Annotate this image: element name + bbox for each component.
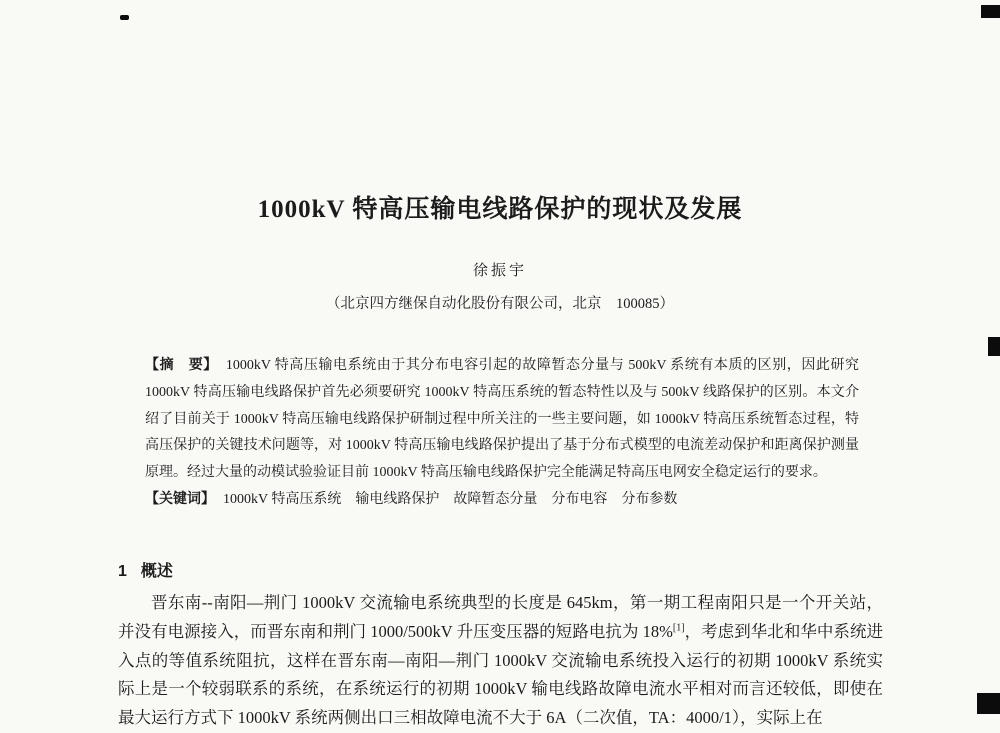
scan-artifact-bottom-right bbox=[977, 693, 1000, 714]
scan-artifact-top-right bbox=[981, 5, 1000, 18]
paper-author: 徐振宇 bbox=[472, 263, 527, 279]
paper-title: 1000kV 特高压输电线路保护的现状及发展 bbox=[257, 196, 743, 223]
paragraph-text-after-citation: ，考虑到华北和华中系统进入点的等值系统阻抗，这样在晋东南—南阳—荆门 1000kV 交流输电系统投入运行的初期 1000kV 系统实际上是一个较弱联系的系统，在系统运行的初期 1000kV 输电线路故障电流水平相对而言还较低，即使在最大运行方式下 1000kV 系统两侧出口三相故障电流不大于 6A（二次值，TA：4000/1），实际上在 bbox=[118, 621, 884, 728]
paragraph-text-before-citation: 晋东南--南阳—荆门 1000kV 交流输电系统典型的长度是 645km，第一期工程南阳只是一个开关站，并没有电源接入，而晋东南和荆门 1000/500kV 升压变压器的短路电抗为 18% bbox=[118, 593, 883, 641]
scan-artifact-right-edge bbox=[988, 337, 1000, 356]
paper-affiliation: （北京四方继保自动化股份有限公司，北京 100085） bbox=[326, 296, 674, 312]
keywords-label: 【关键词】 bbox=[145, 491, 215, 507]
abstract-text: 1000kV 特高压输电系统由于其分布电容引起的故障暂态分量与 500kV 系统有本质的区别，因此研究 1000kV 特高压输电线路保护首先必须要研究 1000kV 特高压系统的暂态特性以及与 500kV 线路保护的区别。本文介绍了目前关于 1000kV 特高压输电线路保护研制过程中所关注的一些主要问题，如 1000kV 特高压系统暂态过程，特高压保护的关键技术问题等，对 1000kV 特高压输电线路保护提出了基于分布式模型的电流差动保护和距离保护测量原理。经过大量的动模试验验证目前 1000kV 特高压输电线路保护完全能满足特高压电网安全稳定运行的要求。 bbox=[145, 358, 860, 481]
scan-artifact-top-left bbox=[120, 15, 129, 20]
abstract-paragraph bbox=[145, 353, 859, 487]
citation-ref-1: [1] bbox=[672, 622, 685, 634]
abstract-label: 【摘 要】 bbox=[145, 358, 218, 373]
section-1-heading bbox=[118, 558, 173, 581]
section-1-number: 1 bbox=[118, 563, 127, 580]
section-1-paragraph bbox=[118, 589, 883, 733]
keywords-text: 1000kV 特高压系统 输电线路保护 故障暂态分量 分布电容 分布参数 bbox=[223, 491, 678, 507]
section-1-title: 概述 bbox=[140, 563, 173, 580]
keywords-line bbox=[145, 487, 859, 514]
front-matter bbox=[145, 353, 859, 514]
